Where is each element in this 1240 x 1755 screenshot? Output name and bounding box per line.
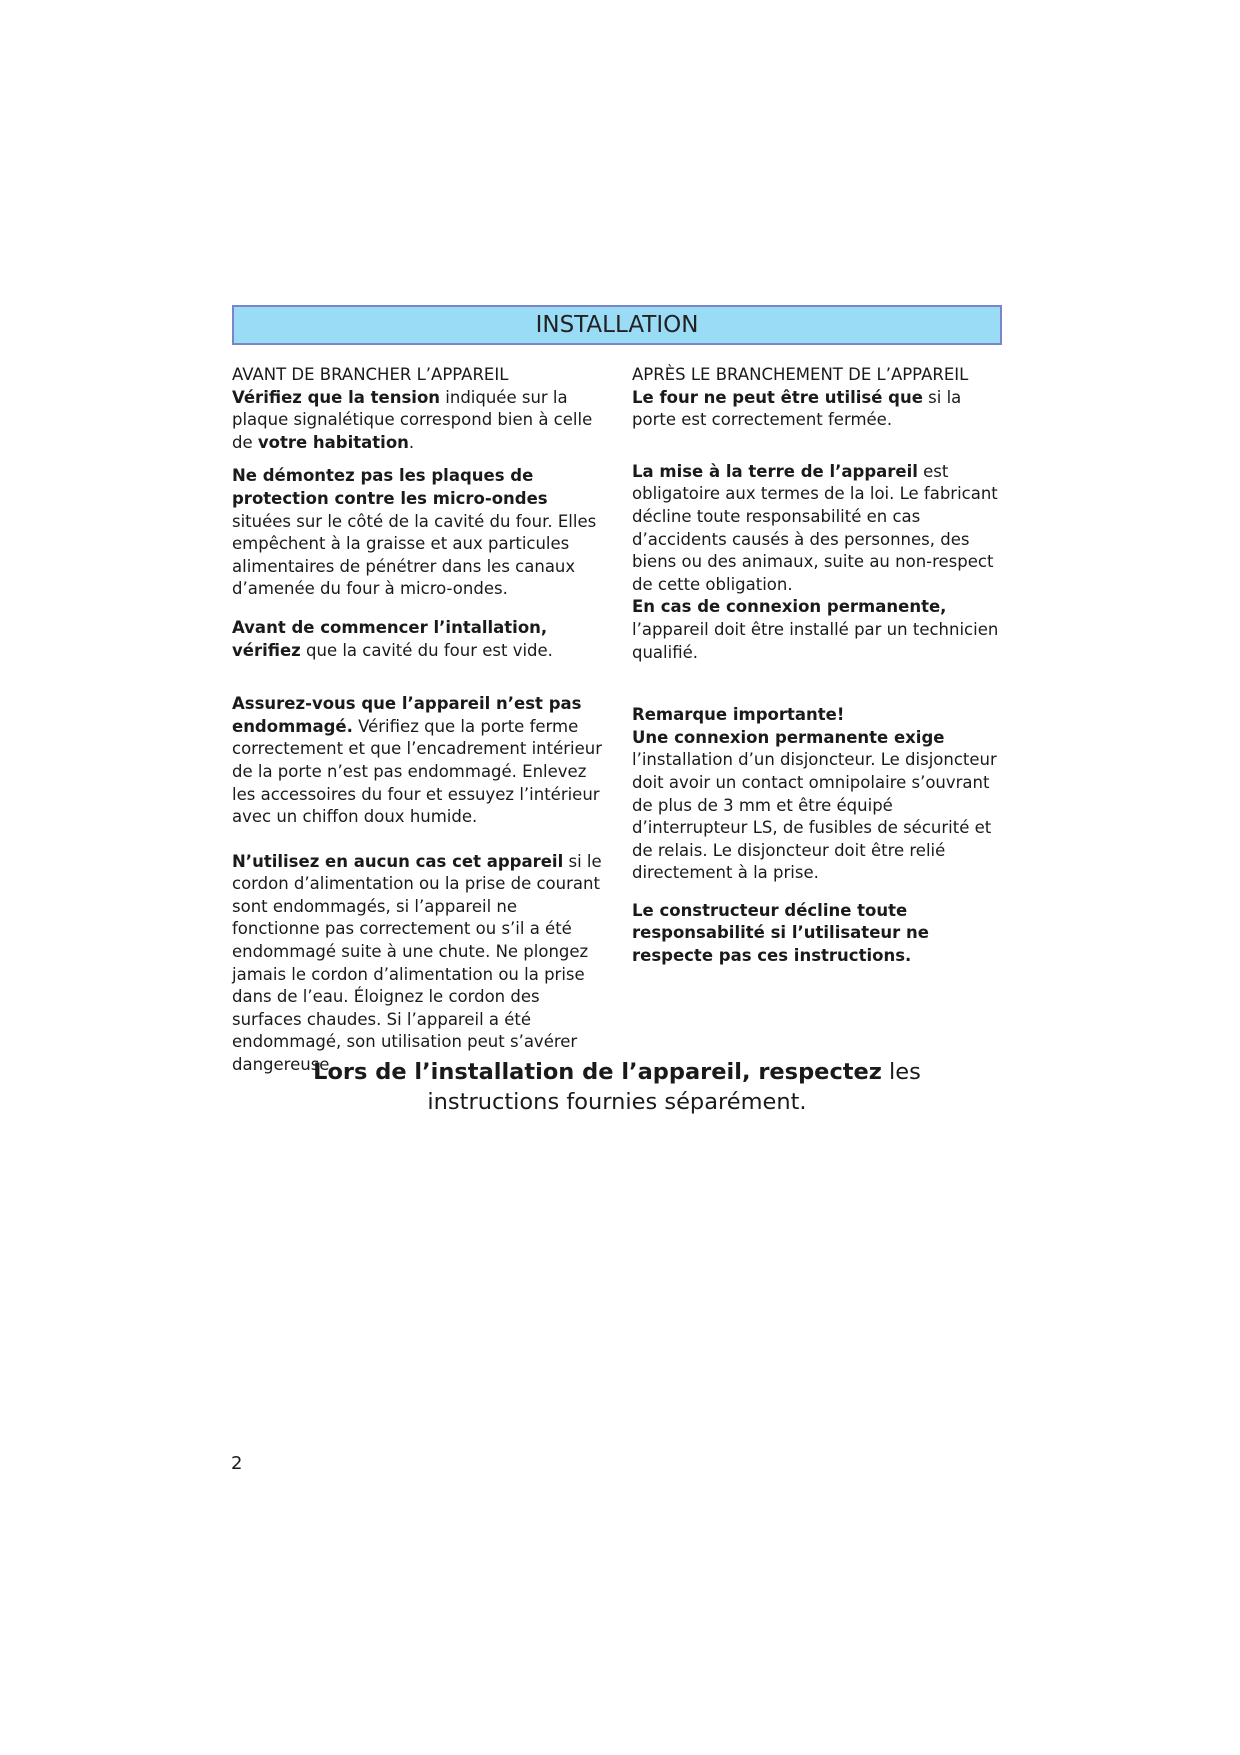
installation-footer-note [232, 1057, 1002, 1117]
body-text: si la porte est correctement fermée. [632, 387, 962, 430]
right-paragraph-2 [632, 461, 1007, 597]
body-text: l’installation d’un disjoncteur. Le disjoncteur doit avoir un contact omnipolaire s’ouvrant de plus de 3 mm et être équipé d’interrupteur LS, de fusibles de sécurité et de relais. Le disjoncteur doit être relié directement à la prise. [632, 750, 997, 883]
left-paragraph-5 [232, 851, 604, 1077]
left-column [232, 364, 604, 1077]
body-text: . [408, 432, 415, 452]
bold-text: Remarque importante! [632, 705, 845, 725]
right-paragraph-1 [632, 387, 1007, 432]
left-paragraph-1 [232, 387, 604, 455]
body-text: que la cavité du four est vide. [300, 640, 553, 660]
body-text: instructions fournies séparément. [427, 1089, 807, 1115]
bold-text: votre habitation [257, 432, 409, 452]
body-text: Vérifiez que la porte ferme correctement et que l’encadrement intérieur de la porte n’est pas endommagé. Enlevez les accessoires du four et essuyez l’intérieur avec un chiffon doux humide. [232, 716, 603, 827]
right-column [632, 364, 1007, 968]
bold-text: Avant de commencer l’intallation, vérifiez [232, 617, 548, 660]
section-banner [232, 305, 1002, 345]
left-paragraph-4 [232, 693, 604, 829]
right-heading: APRÈS LE BRANCHEMENT DE L’APPAREIL [632, 365, 969, 384]
body-text: est obligatoire aux termes de la loi. Le fabricant décline toute responsabilité en cas d’accidents causés à des personnes, des biens ou des animaux, suite au non-respect de cette obligation. [632, 461, 998, 594]
bold-text: Une connexion permanente exige [632, 727, 945, 747]
bold-text: Assurez-vous que l’appareil n’est pas endommagé. [232, 694, 582, 736]
body-text: indiquée sur la plaque signalétique correspond bien à celle de [232, 387, 593, 452]
bold-text: Ne démontez pas les plaques de protection contre les micro-ondes [232, 466, 548, 508]
body-text: situées sur le côté de la cavité du four. Elles empêchent à la graisse et aux particules alimentaires de pénétrer dans les canaux d’amenée du four à micro-ondes. [232, 511, 597, 599]
left-paragraph-2 [232, 465, 604, 601]
bold-text: Le four ne peut être utilisé que [632, 387, 923, 407]
bold-text: Vérifiez que la tension [232, 387, 441, 407]
body-text: si le cordon d’alimentation ou la prise de courant sont endommagés, si l’appareil ne fonctionne pas correctement ou s’il a été endommagé suite à une chute. Ne plongez jamais le cordon d’alimentation ou la prise dans de l’eau. Éloignez le cordon des surfaces chaudes. Si l’appareil a été endommagé, son utilisation peut s’avérer dangereuse. [232, 851, 602, 1075]
page-number: 2 [231, 1453, 243, 1474]
bold-text: En cas de connexion permanente, [632, 597, 947, 617]
section-title: INSTALLATION [535, 312, 699, 338]
bold-text: Lors de l’installation de l’appareil, respectez [313, 1059, 882, 1085]
body-text: les [881, 1059, 921, 1085]
left-heading: AVANT DE BRANCHER L’APPAREIL [232, 365, 509, 384]
bold-text: Le constructeur décline toute responsabilité si l’utilisateur ne respecte pas ces instructions. [632, 900, 929, 966]
right-paragraph-4 [632, 704, 1007, 885]
right-paragraph-3 [632, 596, 1007, 664]
bold-text: La mise à la terre de l’appareil [632, 461, 918, 481]
right-paragraph-5 [632, 900, 1007, 968]
body-text: l’appareil doit être installé par un technicien qualifié. [632, 619, 999, 662]
bold-text: N’utilisez en aucun cas cet appareil [232, 851, 564, 871]
left-paragraph-3 [232, 617, 604, 662]
